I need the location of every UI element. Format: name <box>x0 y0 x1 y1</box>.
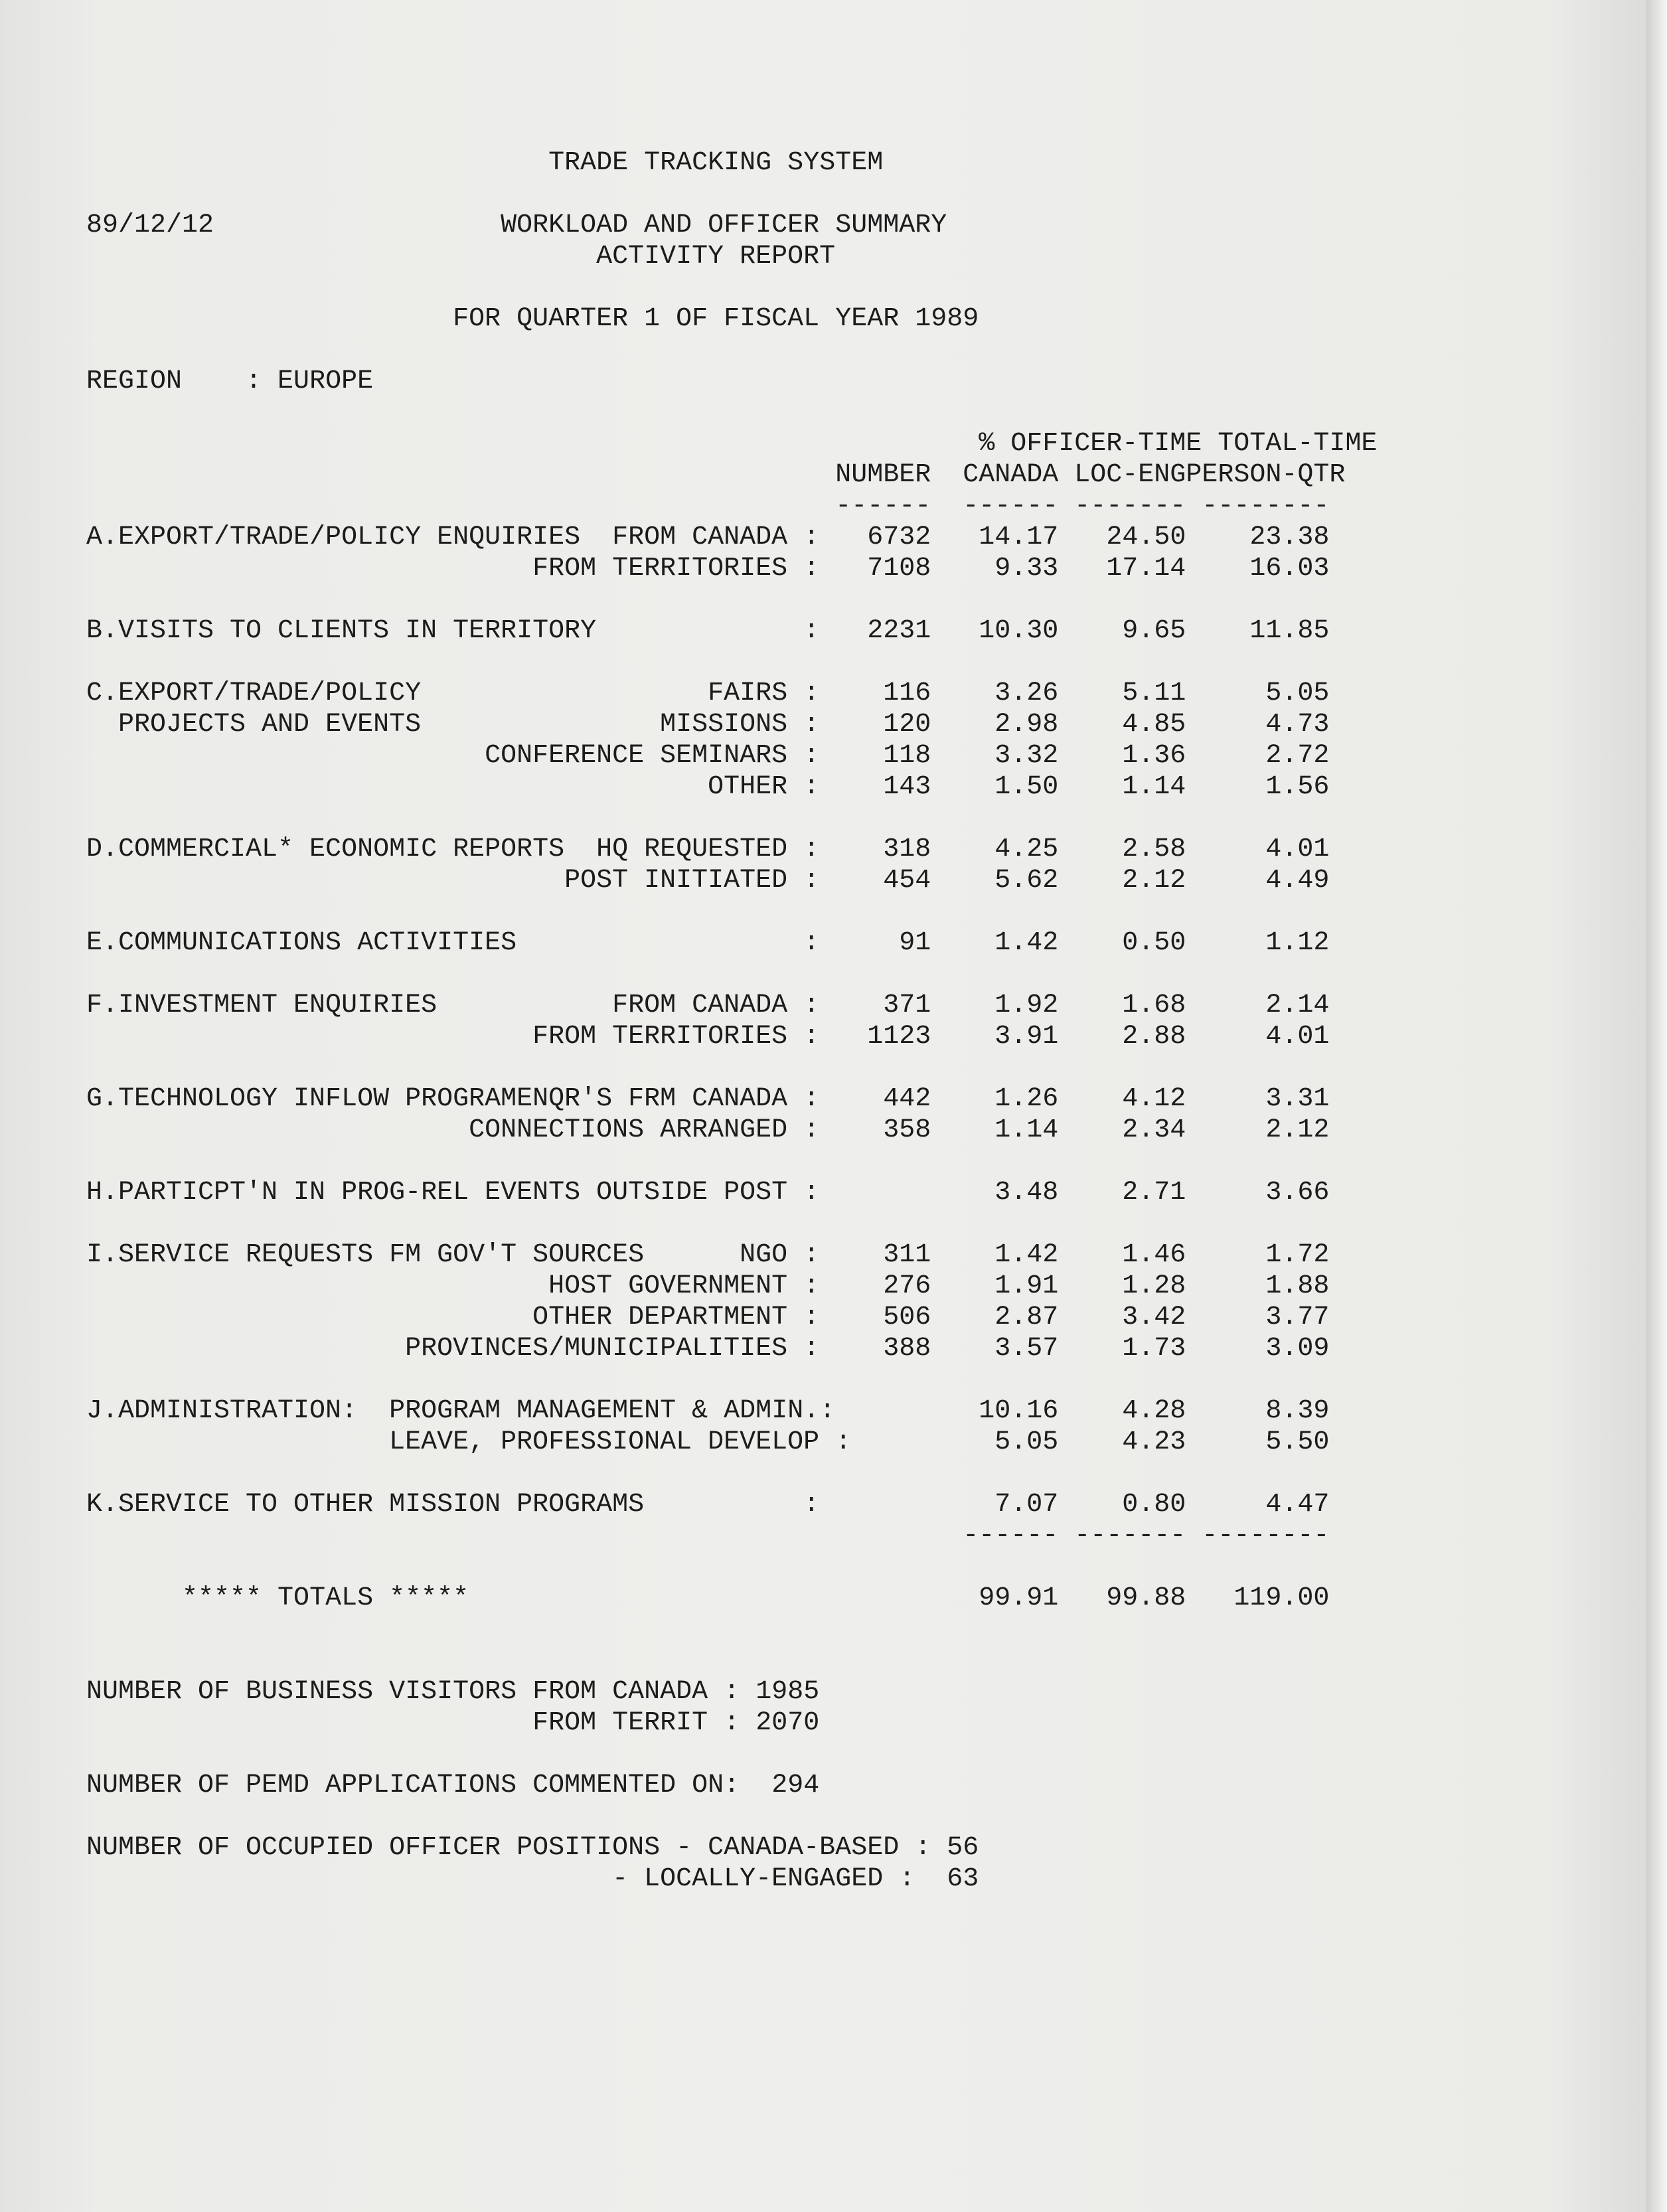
cell-canada: 10.16 <box>979 1396 1059 1426</box>
cell-canada: 3.48 <box>994 1178 1059 1208</box>
spacer <box>86 1739 1377 1770</box>
positions-canada: 56 <box>947 1833 979 1863</box>
cell-loc-eng: 4.12 <box>1122 1084 1186 1114</box>
spacer <box>86 1551 1377 1583</box>
cell-canada: 3.32 <box>994 741 1059 771</box>
cell-person-qtr: 16.03 <box>1249 554 1330 584</box>
cell-person-qtr: 1.56 <box>1265 772 1330 802</box>
colon: : <box>803 1178 820 1208</box>
cell-number: 120 <box>883 710 931 740</box>
colon: : <box>803 710 820 740</box>
cell-number: 7108 <box>867 554 931 584</box>
report-title: WORKLOAD AND OFFICER SUMMARY <box>501 210 947 240</box>
table-row <box>86 522 1377 553</box>
period-line <box>86 303 1377 335</box>
pemd-label: NUMBER OF PEMD APPLICATIONS COMMENTED ON: <box>86 1771 740 1800</box>
row-label: HOST GOVERNMENT <box>548 1271 788 1301</box>
table-row <box>86 1427 1377 1458</box>
cell-loc-eng: 1.36 <box>1122 741 1186 771</box>
cell-loc-eng: 2.34 <box>1122 1115 1186 1145</box>
row-label: CONFERENCE SEMINARS <box>485 741 788 771</box>
cell-loc-eng: 2.88 <box>1122 1022 1186 1052</box>
row-label: FROM CANADA <box>612 522 788 552</box>
cell-loc-eng: 2.71 <box>1122 1178 1186 1208</box>
cell-canada: 2.87 <box>994 1303 1059 1332</box>
cell-canada: 7.07 <box>994 1490 1059 1520</box>
spacer <box>86 896 1377 927</box>
cell-loc-eng: 4.85 <box>1122 710 1186 740</box>
section-title-cont: PROJECTS AND EVENTS <box>118 710 422 740</box>
cell-number: 311 <box>883 1240 931 1270</box>
pemd-line <box>86 1770 1377 1801</box>
section-title: D.COMMERCIAL* ECONOMIC REPORTS <box>86 834 565 864</box>
section-title: I.SERVICE REQUESTS FM GOV'T SOURCES <box>86 1240 645 1270</box>
positions-canada-line <box>86 1832 1377 1863</box>
underline: ------ <box>963 491 1059 521</box>
colon: : <box>803 741 820 771</box>
report-subtitle-line <box>86 241 1377 272</box>
cell-number: 358 <box>883 1115 931 1145</box>
underline: ------- <box>1074 491 1186 521</box>
row-label: PROGRAM MANAGEMENT & ADMIN.: <box>389 1396 836 1426</box>
colon: : <box>803 678 820 708</box>
total-person-qtr: 119.00 <box>1233 1583 1330 1613</box>
cell-number: 318 <box>883 834 931 864</box>
column-underline <box>86 491 1377 522</box>
cell-number: 6732 <box>867 522 931 552</box>
cell-loc-eng: 4.23 <box>1122 1427 1186 1457</box>
row-label: FROM TERRITORIES <box>532 1022 788 1052</box>
report-date: 89/12/12 <box>86 210 214 240</box>
colon: : <box>803 522 820 552</box>
column-header-bottom <box>86 459 1377 491</box>
spacer <box>86 803 1377 834</box>
colon: : <box>803 1334 820 1364</box>
positions-label: NUMBER OF OCCUPIED OFFICER POSITIONS - CANADA-BASED <box>86 1833 900 1863</box>
cell-canada: 1.50 <box>994 772 1059 802</box>
row-label: OTHER <box>708 772 788 802</box>
spacer <box>86 1208 1377 1239</box>
colon: : <box>915 1833 931 1863</box>
table-row <box>86 678 1377 709</box>
business-visitors-territ-line <box>86 1707 1377 1739</box>
row-label: CONNECTIONS ARRANGED <box>469 1115 788 1145</box>
colon: : <box>803 990 820 1020</box>
cell-person-qtr: 8.39 <box>1265 1396 1330 1426</box>
table-row <box>86 709 1377 740</box>
col-loc-eng: LOC-ENG <box>1074 460 1186 490</box>
cell-person-qtr: 3.31 <box>1265 1084 1330 1114</box>
spacer <box>86 1052 1377 1083</box>
cell-canada: 1.42 <box>994 1240 1059 1270</box>
spacer <box>86 272 1377 303</box>
business-visitors-canada-line <box>86 1676 1377 1707</box>
table-row <box>86 1333 1377 1364</box>
colon: : <box>803 616 820 646</box>
cell-person-qtr: 5.05 <box>1265 678 1330 708</box>
cell-number: 91 <box>899 928 931 958</box>
cell-number: 2231 <box>867 616 931 646</box>
cell-person-qtr: 4.01 <box>1265 834 1330 864</box>
underline: ------ <box>963 1521 1059 1551</box>
cell-person-qtr: 2.12 <box>1265 1115 1330 1145</box>
cell-person-qtr: 1.12 <box>1265 928 1330 958</box>
cell-loc-eng: 0.50 <box>1122 928 1186 958</box>
cell-person-qtr: 3.09 <box>1265 1334 1330 1364</box>
spacer <box>86 584 1377 615</box>
section-title: C.EXPORT/TRADE/POLICY <box>86 678 422 708</box>
pemd-value: 294 <box>771 1771 820 1800</box>
colon: : <box>803 772 820 802</box>
col-pct-officer-time: % OFFICER-TIME <box>979 429 1202 459</box>
row-label: ENQR'S FRM CANADA <box>516 1084 788 1114</box>
totals-label: ***** TOTALS ***** <box>182 1583 469 1613</box>
cell-canada: 10.30 <box>979 616 1059 646</box>
cell-person-qtr: 1.88 <box>1265 1271 1330 1301</box>
cell-loc-eng: 1.68 <box>1122 990 1186 1020</box>
spacer <box>86 959 1377 990</box>
table-row <box>86 615 1377 647</box>
cell-canada: 1.92 <box>994 990 1059 1020</box>
cell-canada: 1.42 <box>994 928 1059 958</box>
cell-number: 506 <box>883 1303 931 1332</box>
cell-number: 388 <box>883 1334 931 1364</box>
row-label: PROVINCES/MUNICIPALITIES <box>405 1334 788 1364</box>
table-row <box>86 990 1377 1021</box>
cell-loc-eng: 4.28 <box>1122 1396 1186 1426</box>
colon: : <box>803 1240 820 1270</box>
underline: ------ <box>835 491 931 521</box>
cell-number: 371 <box>883 990 931 1020</box>
cell-loc-eng: 1.28 <box>1122 1271 1186 1301</box>
cell-canada: 14.17 <box>979 522 1059 552</box>
spacer <box>86 1146 1377 1177</box>
section-title: J.ADMINISTRATION: <box>86 1396 358 1426</box>
colon: : <box>803 1084 820 1114</box>
colon: : <box>803 554 820 584</box>
cell-person-qtr: 11.85 <box>1249 616 1330 646</box>
cell-loc-eng: 1.46 <box>1122 1240 1186 1270</box>
table-row <box>86 1239 1377 1271</box>
spacer <box>86 1364 1377 1395</box>
cell-person-qtr: 1.72 <box>1265 1240 1330 1270</box>
colon: : <box>803 866 820 896</box>
cell-canada: 9.33 <box>994 554 1059 584</box>
cell-number: 116 <box>883 678 931 708</box>
cell-loc-eng: 17.14 <box>1106 554 1186 584</box>
cell-canada: 3.26 <box>994 678 1059 708</box>
cell-canada: 4.25 <box>994 834 1059 864</box>
spacer <box>86 1614 1377 1676</box>
table-row <box>86 1489 1377 1520</box>
row-label: HQ REQUESTED <box>596 834 788 864</box>
spacer <box>86 335 1377 366</box>
col-total-time: TOTAL-TIME <box>1218 429 1378 459</box>
from-territ-label: FROM TERRIT : <box>532 1708 740 1738</box>
row-label: NGO <box>740 1240 788 1270</box>
table-row <box>86 1395 1377 1427</box>
cell-loc-eng: 24.50 <box>1106 522 1186 552</box>
table-row <box>86 553 1377 584</box>
cell-canada: 2.98 <box>994 710 1059 740</box>
row-label: MISSIONS <box>660 710 788 740</box>
cell-loc-eng: 2.12 <box>1122 866 1186 896</box>
totals-underline <box>86 1520 1377 1551</box>
section-title: K.SERVICE TO OTHER MISSION PROGRAMS <box>86 1490 645 1520</box>
positions-locally-line <box>86 1863 1377 1895</box>
cell-canada: 3.91 <box>994 1022 1059 1052</box>
page-edge <box>1646 0 1667 2212</box>
table-row <box>86 1302 1377 1333</box>
row-label: FAIRS <box>708 678 788 708</box>
cell-person-qtr: 23.38 <box>1249 522 1330 552</box>
cell-loc-eng: 2.58 <box>1122 834 1186 864</box>
colon: : <box>803 1271 820 1301</box>
business-visitors-territ: 2070 <box>755 1708 820 1738</box>
cell-loc-eng: 3.42 <box>1122 1303 1186 1332</box>
spacer <box>86 647 1377 678</box>
underline: -------- <box>1202 1521 1330 1551</box>
region-value: : EUROPE <box>246 366 374 396</box>
region-label: REGION <box>86 366 183 396</box>
spacer <box>86 397 1377 428</box>
cell-canada: 3.57 <box>994 1334 1059 1364</box>
cell-person-qtr: 5.50 <box>1265 1427 1330 1457</box>
table-row <box>86 1115 1377 1146</box>
cell-canada: 1.91 <box>994 1271 1059 1301</box>
report-subtitle: ACTIVITY REPORT <box>596 242 836 272</box>
section-title: B.VISITS TO CLIENTS IN TERRITORY <box>86 616 597 646</box>
total-canada: 99.91 <box>979 1583 1059 1613</box>
colon: : <box>803 1115 820 1145</box>
section-title: F.INVESTMENT ENQUIRIES <box>86 990 437 1020</box>
col-person-qtr: PERSON-QTR <box>1186 460 1346 490</box>
cell-person-qtr: 4.47 <box>1265 1490 1330 1520</box>
cell-loc-eng: 5.11 <box>1122 678 1186 708</box>
cell-loc-eng: 1.14 <box>1122 772 1186 802</box>
underline: -------- <box>1202 491 1330 521</box>
locally-engaged-label: - LOCALLY-ENGAGED : <box>612 1864 915 1894</box>
table-row <box>86 771 1377 803</box>
colon: : <box>803 928 820 958</box>
section-title: A.EXPORT/TRADE/POLICY ENQUIRIES <box>86 522 581 552</box>
colon: : <box>803 1490 820 1520</box>
colon: : <box>803 834 820 864</box>
table-row <box>86 1021 1377 1052</box>
system-title <box>86 147 1377 179</box>
spacer <box>86 179 1377 210</box>
table-row <box>86 834 1377 865</box>
cell-number: 143 <box>883 772 931 802</box>
section-title: G.TECHNOLOGY INFLOW PROGRAM <box>86 1084 517 1114</box>
cell-number: 442 <box>883 1084 931 1114</box>
cell-loc-eng: 0.80 <box>1122 1490 1186 1520</box>
report-title-line <box>86 210 1377 241</box>
table-row <box>86 740 1377 771</box>
cell-person-qtr: 3.77 <box>1265 1303 1330 1332</box>
total-loc-eng: 99.88 <box>1106 1583 1186 1613</box>
cell-person-qtr: 4.01 <box>1265 1022 1330 1052</box>
table-row <box>86 1271 1377 1302</box>
spacer <box>86 1458 1377 1489</box>
cell-canada: 5.62 <box>994 866 1059 896</box>
business-visitors-label: NUMBER OF BUSINESS VISITORS FROM CANADA : <box>86 1677 740 1707</box>
col-number: NUMBER <box>835 460 931 490</box>
cell-loc-eng: 1.73 <box>1122 1334 1186 1364</box>
positions-locally: 63 <box>947 1864 979 1894</box>
totals-row <box>86 1583 1377 1614</box>
cell-canada: 5.05 <box>994 1427 1059 1457</box>
cell-person-qtr: 4.73 <box>1265 710 1330 740</box>
system-title-text: TRADE TRACKING SYSTEM <box>548 148 884 178</box>
cell-canada: 1.14 <box>994 1115 1059 1145</box>
cell-person-qtr: 4.49 <box>1265 866 1330 896</box>
cell-number: 118 <box>883 741 931 771</box>
section-title: H.PARTICPT'N IN PROG-REL EVENTS OUTSIDE POST <box>86 1178 788 1208</box>
table-row <box>86 927 1377 959</box>
row-label: POST INITIATED <box>564 866 788 896</box>
table-row <box>86 865 1377 896</box>
region-line <box>86 366 1377 397</box>
row-label: OTHER DEPARTMENT <box>532 1303 788 1332</box>
cell-person-qtr: 2.72 <box>1265 741 1330 771</box>
cell-person-qtr: 2.14 <box>1265 990 1330 1020</box>
cell-number: 1123 <box>867 1022 931 1052</box>
column-header-top <box>86 428 1377 459</box>
table-row <box>86 1083 1377 1115</box>
colon: : <box>803 1022 820 1052</box>
report-body <box>86 147 1377 1895</box>
cell-loc-eng: 9.65 <box>1122 616 1186 646</box>
colon: : <box>803 1303 820 1332</box>
row-label: LEAVE, PROFESSIONAL DEVELOP : <box>389 1427 852 1457</box>
cell-canada: 1.26 <box>994 1084 1059 1114</box>
underline: ------- <box>1074 1521 1186 1551</box>
cell-person-qtr: 3.66 <box>1265 1178 1330 1208</box>
cell-number: 276 <box>883 1271 931 1301</box>
row-label: FROM CANADA <box>612 990 788 1020</box>
spacer <box>86 1801 1377 1832</box>
section-title: E.COMMUNICATIONS ACTIVITIES <box>86 928 517 958</box>
cell-number: 454 <box>883 866 931 896</box>
col-canada: CANADA <box>963 460 1059 490</box>
table-row <box>86 1177 1377 1208</box>
business-visitors-canada: 1985 <box>755 1677 820 1707</box>
row-label: FROM TERRITORIES <box>532 554 788 584</box>
report-period: FOR QUARTER 1 OF FISCAL YEAR 1989 <box>453 304 979 334</box>
